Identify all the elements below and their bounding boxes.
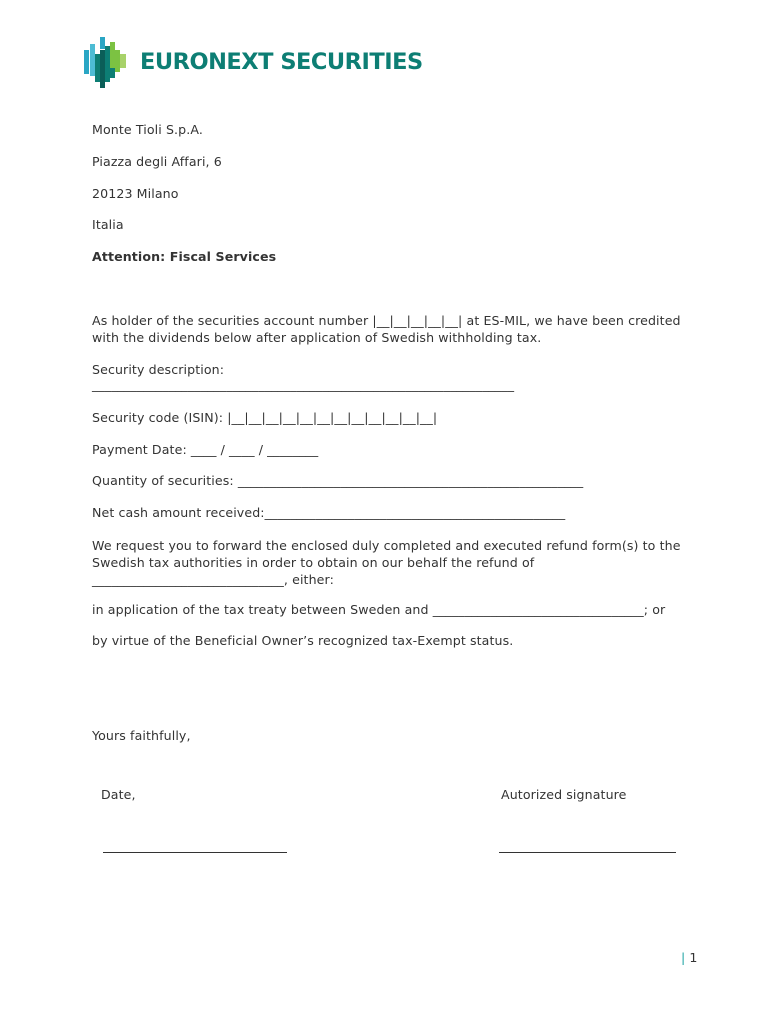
closing: Yours faithfully, <box>92 728 191 743</box>
payment-date-field: Payment Date: ____ / ____ / ________ <box>92 442 319 457</box>
city-address: 20123 Milano <box>92 186 179 201</box>
signature-label: Autorized signature <box>501 787 627 802</box>
quantity-field: Quantity of securities: ______________________________________________________ <box>92 473 584 488</box>
exempt-option: by virtue of the Beneficial Owner’s recognized tax-Exempt status. <box>92 633 514 648</box>
net-cash-field: Net cash amount received:_______________________________________________ <box>92 505 566 520</box>
security-description-field: __________________________________________________________________ <box>92 377 515 392</box>
attention-line: Attention: Fiscal Services <box>92 249 277 264</box>
date-signature-line <box>103 852 287 853</box>
security-description-label: Security description: <box>92 362 225 377</box>
company-name: Monte Tioli S.p.A. <box>92 122 203 137</box>
treaty-option: in application of the tax treaty between Sweden and _________________________________; or <box>92 602 666 617</box>
authorized-signature-line <box>499 852 676 853</box>
intro-paragraph: As holder of the securities account number |__|__|__|__|__| at ES-MIL, we have been credited with the dividends below after application of Swedish withholding tax. <box>92 313 681 345</box>
request-paragraph: We request you to forward the enclosed duly completed and executed refund form(s) to the Swedish tax authorities in order to obtain on our behalf the refund of ______________________________, either: <box>92 538 681 587</box>
date-label: Date, <box>101 787 136 802</box>
country: Italia <box>92 217 124 232</box>
page-divider-icon: | <box>681 950 686 965</box>
page-number <box>681 950 697 965</box>
euronext-logo <box>84 36 423 90</box>
isin-field: Security code (ISIN): |__|__|__|__|__|__|__|__|__|__|__|__| <box>92 410 438 425</box>
street-address: Piazza degli Affari, 6 <box>92 154 222 169</box>
logo-mark-icon <box>84 36 134 90</box>
logo-wordmark: EURONEXT SECURITIES <box>140 49 423 75</box>
page-number-value: 1 <box>689 950 698 965</box>
